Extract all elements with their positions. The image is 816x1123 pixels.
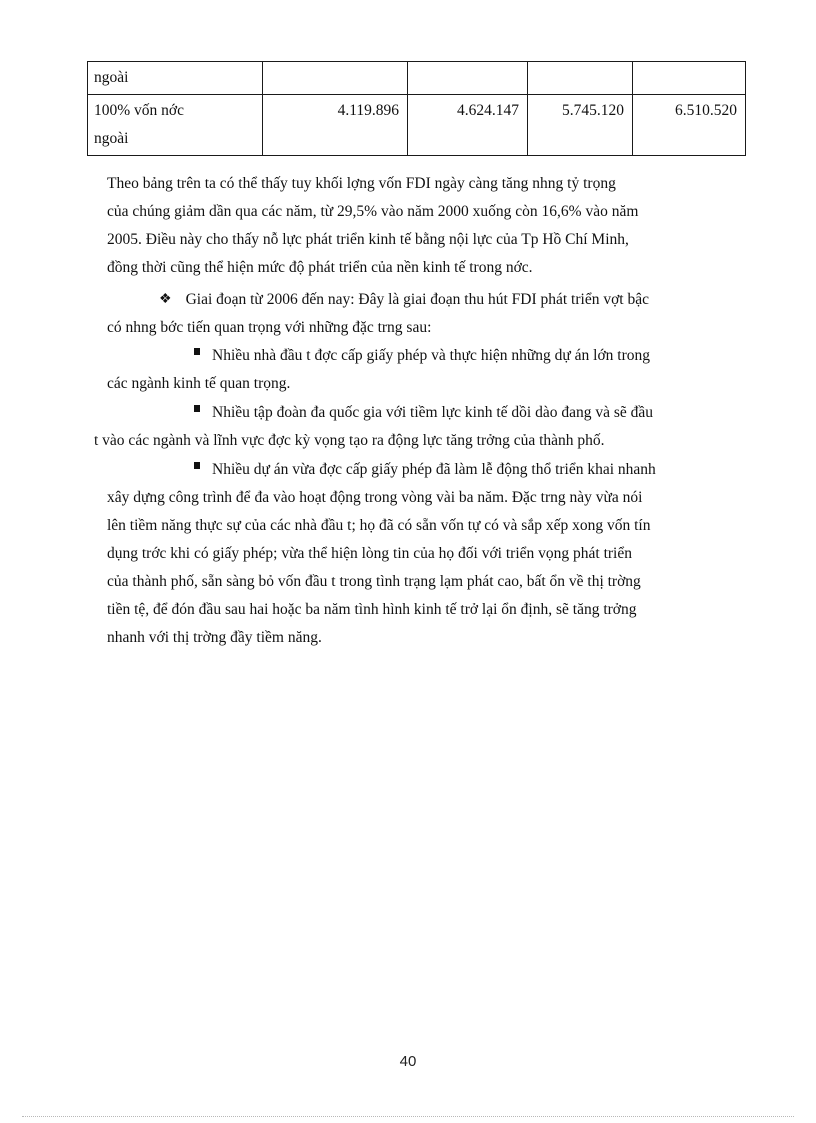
bullet-period-2006	[107, 286, 649, 342]
text-line: dụng trớc khi có giấy phép; vừa thể hiện lòng tin của họ đối với triển vọng phát triển	[107, 545, 632, 562]
table-cell	[408, 62, 528, 95]
square-bullet-icon	[194, 348, 200, 355]
text-line-content: Nhiều nhà đầu t đợc cấp giấy phép và thực hiện những dự án lớn trong	[212, 347, 651, 364]
table-row	[88, 95, 746, 156]
square-bullet-icon	[194, 462, 200, 469]
fdi-capital-table	[87, 61, 746, 156]
text-line	[107, 456, 656, 484]
text-line	[107, 342, 650, 370]
table-row-label: 100% vốn nớc ngoài	[88, 95, 263, 156]
text-line-content: Nhiều tập đoàn đa quốc gia với tiềm lực kinh tế dồi dào đang và sẽ đầu	[212, 404, 654, 421]
table-cell	[528, 62, 633, 95]
paragraph-fdi-share	[107, 170, 638, 282]
text-line-content: Nhiều dự án vừa đợc cấp giấy phép đã làm lễ động thổ triển khai nhanh	[212, 461, 656, 478]
text-line	[94, 399, 653, 427]
text-line: xây dựng công trình để đa vào hoạt động trong vòng vài ba năm. Đặc trng này vừa nói	[107, 489, 643, 506]
table-cell: 4.624.147	[408, 95, 528, 156]
diamond-bullet-icon: ❖	[159, 292, 172, 307]
page-number: 40	[399, 1053, 417, 1070]
text-line: nhanh với thị trờng đầy tiềm năng.	[107, 629, 322, 646]
bullet-investors-licensed	[107, 342, 650, 398]
bullet-multinational-groups	[94, 399, 653, 455]
table-cell	[633, 62, 746, 95]
text-line: đồng thời cũng thể hiện mức độ phát triển của nền kinh tế trong nớc.	[107, 259, 533, 276]
text-line: lên tiềm năng thực sự của các nhà đầu t; họ đã có sẵn vốn tự có và sắp xếp xong vốn tín	[107, 517, 651, 534]
text-line: tiền tệ, để đón đầu sau hai hoặc ba năm tình hình kinh tế trở lại ổn định, sẽ tăng trởng	[107, 601, 637, 618]
text-line	[107, 286, 649, 314]
text-line: các ngành kinh tế quan trọng.	[107, 375, 291, 392]
text-line: t vào các ngành và lĩnh vực đợc kỳ vọng tạo ra động lực tăng trởng của thành phố.	[94, 432, 605, 449]
table-cell: 5.745.120	[528, 95, 633, 156]
square-bullet-icon	[194, 405, 200, 412]
table-row	[88, 62, 746, 95]
text-line: có nhng bớc tiến quan trọng với những đặc trng sau:	[107, 319, 432, 336]
table-cell: 6.510.520	[633, 95, 746, 156]
text-line: của chúng giảm dần qua các năm, từ 29,5% vào năm 2000 xuống còn 16,6% vào năm	[107, 203, 639, 220]
table-row-label: ngoài	[88, 62, 263, 95]
text-line: của thành phố, sẵn sàng bỏ vốn đầu t trong tình trạng lạm phát cao, bất ổn về thị trờng	[107, 573, 641, 590]
bullet-new-projects	[107, 456, 656, 652]
text-line: 2005. Điều này cho thấy nỗ lực phát triển kinh tế bằng nội lực của Tp Hồ Chí Minh,	[107, 231, 629, 248]
text-line-content: Giai đoạn từ 2006 đến nay: Đây là giai đoạn thu hút FDI phát triển vợt bậc	[185, 291, 649, 308]
text-line: Theo bảng trên ta có thể thấy tuy khối lợng vốn FDI ngày càng tăng nhng tỷ trọng	[107, 175, 616, 192]
page-bottom-rule	[22, 1116, 794, 1117]
table-cell: 4.119.896	[263, 95, 408, 156]
table-cell	[263, 62, 408, 95]
